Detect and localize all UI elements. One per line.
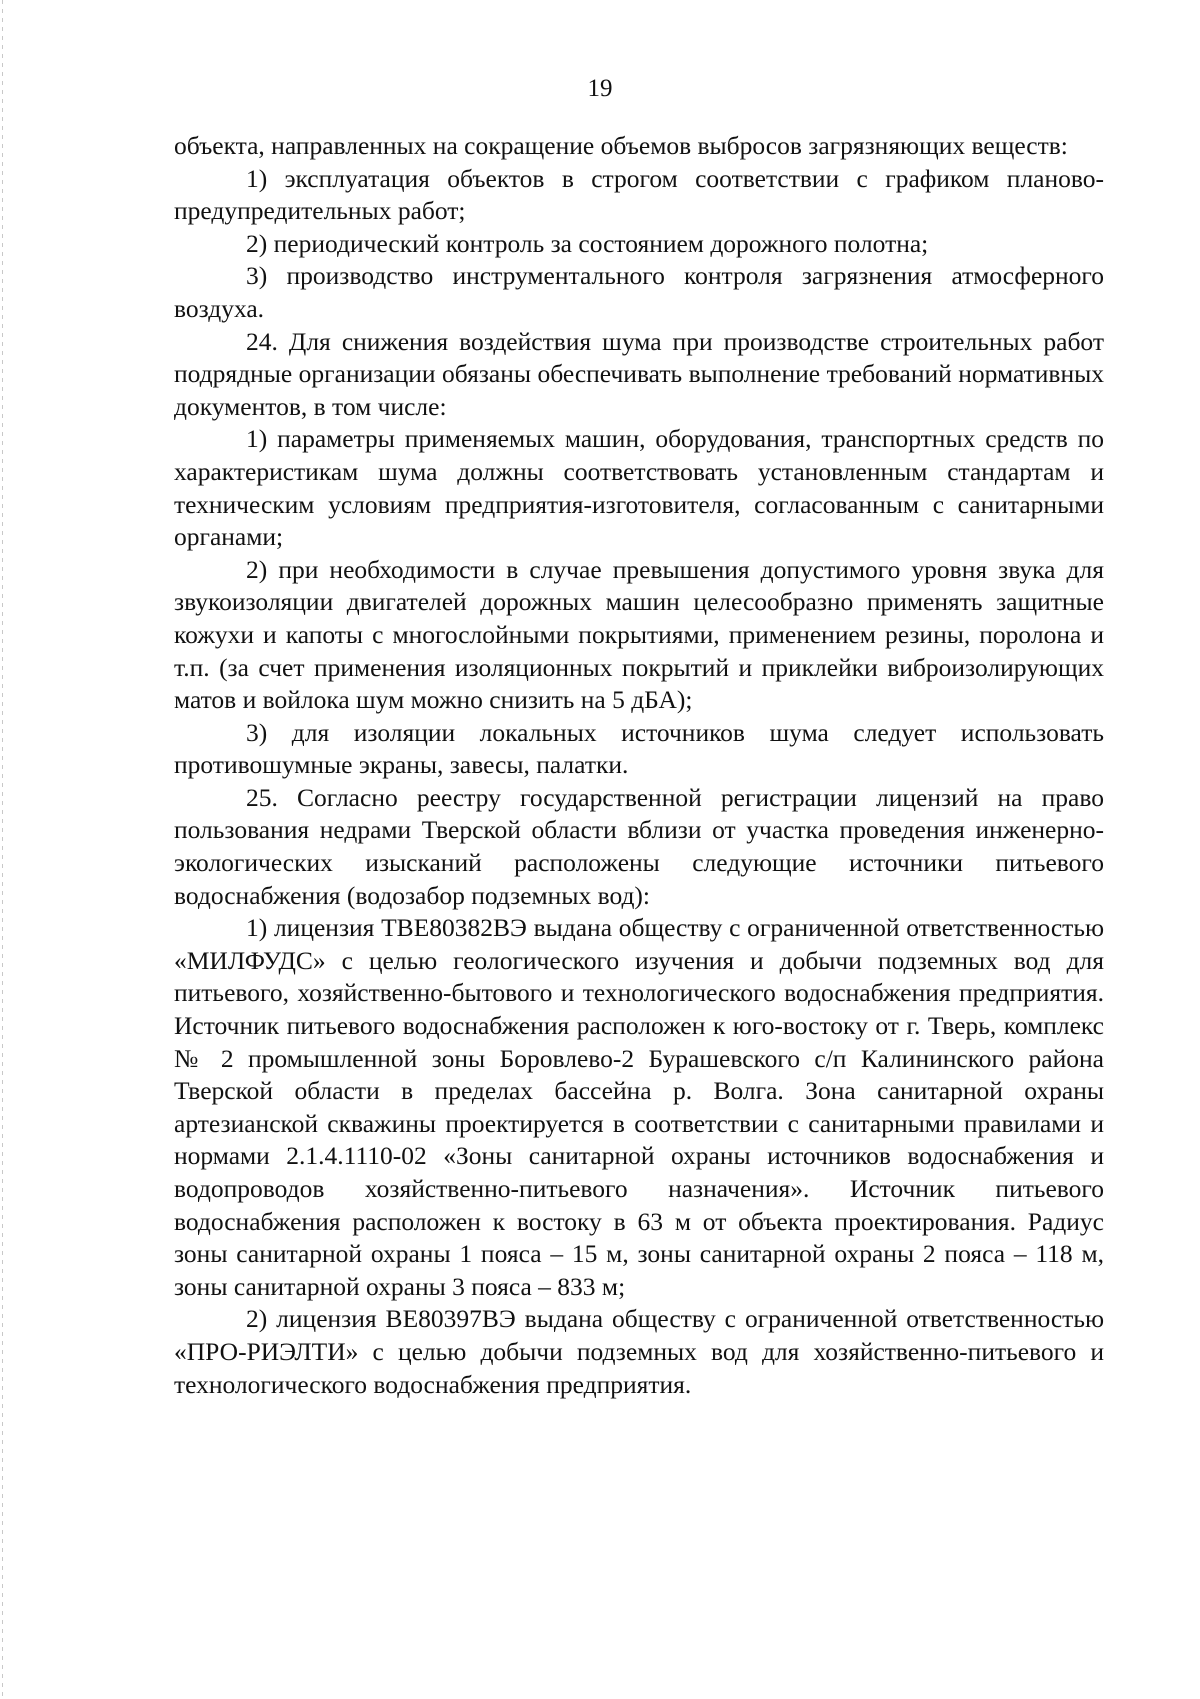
section-25-license-2: 2) лицензия ВЕ80397ВЭ выдана обществу с ограниченной ответственностью «ПРО-РИЭЛТИ» с целью добычи подземных вод для хозяйственно-питьевого и технологического водоснабжения предприятия. [174, 1304, 1104, 1399]
section-24-noise: 24. Для снижения воздействия шума при производстве строительных работ подрядные организации обязаны обеспечивать выполнение требований нормативных документов, в том числе: [174, 326, 1104, 421]
section-24-item-1: 1) параметры применяемых машин, оборудования, транспортных средств по характеристикам шума должны соответствовать установленным стандартам и техническим условиям предприятия-изготовителя, согласованным с санитарными органами; [174, 424, 1104, 552]
scan-edge-artifact [2, 0, 3, 1699]
list-item-2-road-control: 2) периодический контроль за состоянием дорожного полотна; [246, 228, 929, 258]
page-number: 19 [587, 75, 613, 102]
list-item-1-operation: 1) эксплуатация объектов в строгом соответствии с графиком планово-предупредительных работ; [174, 163, 1104, 226]
document-body [174, 130, 1104, 1401]
section-24-item-3: 3) для изоляции локальных источников шума следует использовать противошумные экраны, завесы, палатки. [174, 717, 1104, 780]
section-24-item-2: 2) при необходимости в случае превышения допустимого уровня звука для звукоизоляции двигателей дорожных машин целесообразно применять защитные кожухи и капоты с многослойными покрытиями, применением резины, поролона и т.п. (за счет применения изоляционных покрытий и приклейки виброизолирующих матов и войлока шум можно снизить на 5 дБА); [174, 554, 1104, 715]
section-25-license-1: 1) лицензия ТВЕ80382ВЭ выдана обществу с ограниченной ответственностью «МИЛФУДС» с целью геологического изучения и добычи подземных вод для питьевого, хозяйственно-бытового и технологического водоснабжения предприятия. Источник питьевого водоснабжения расположен к юго-востоку от г. Тверь, комплекс № 2 промышленной зоны Боровлево-2 Бурашевского с/п Калининского района Тверской области в пределах бассейна р. Волга. Зона санитарной охраны артезианской скважины проектируется в соответствии с санитарными правилами и нормами 2.1.4.1110-02 «Зоны санитарной охраны источников водоснабжения и водопроводов хозяйственно-питьевого назначения». Источник питьевого водоснабжения расположен к востоку в 63 м от объекта проектирования. Радиус зоны санитарной охраны 1 пояса – 15 м, зоны санитарной охраны 2 пояса – 118 м, зоны санитарной охраны 3 пояса – 833 м; [174, 913, 1104, 1301]
paragraph-continuation: объекта, направленных на сокращение объемов выбросов загрязняющих веществ: [174, 131, 1068, 160]
list-item-3-air-control: 3) производство инструментального контроля загрязнения атмосферного воздуха. [174, 261, 1104, 323]
section-25-water-sources: 25. Согласно реестру государственной регистрации лицензий на право пользования недрами Тверской области вблизи от участка проведения инженерно-экологических изысканий расположены следующие источники питьевого водоснабжения (водозабор подземных вод): [174, 782, 1104, 910]
